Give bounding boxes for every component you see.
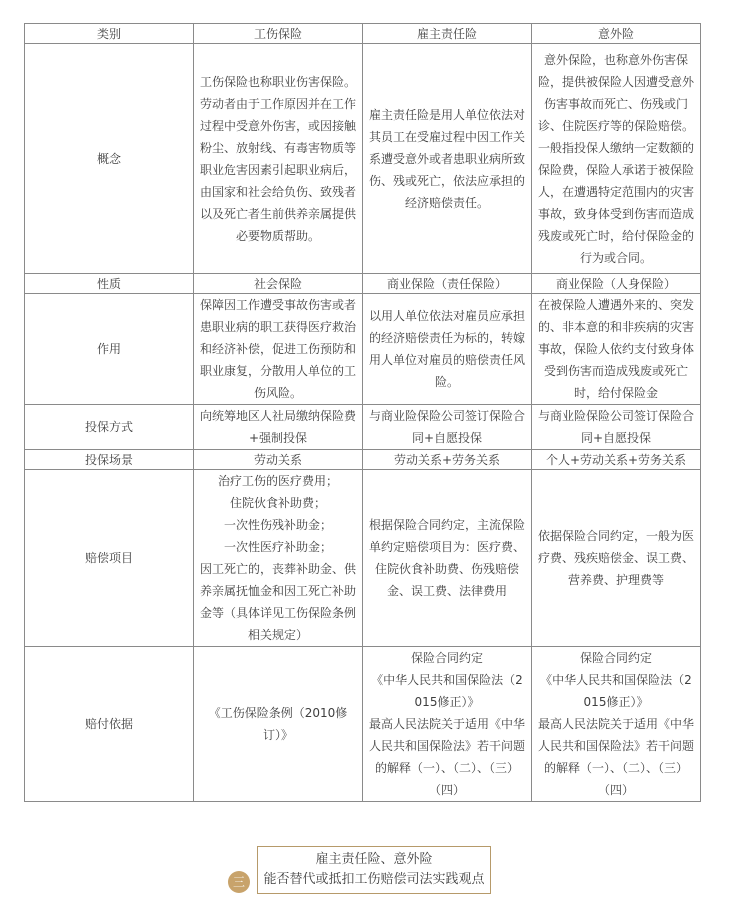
cell-work-injury: 社会保险: [194, 274, 363, 294]
table-row-items: [25, 470, 701, 647]
cell-accident: 在被保险人遭遇外来的、突发的、非本意的和非疾病的灾害事故，保险人依约支付致身体受到伤害而造成残废或死亡时，给付保险金: [532, 294, 701, 405]
cell-work-injury: 《工伤保险条例（2010修订）》: [194, 647, 363, 802]
row-label: 赔付依据: [25, 647, 194, 802]
table-row-nature: [25, 274, 701, 294]
section-heading-line1: 雇主责任险、意外险: [315, 852, 433, 867]
cell-accident: 依据保险合同约定，一般为医疗费、残疾赔偿金、误工费、营养费、护理费等: [532, 470, 701, 647]
cell-work-injury: 工伤保险也称职业伤害保险。劳动者由于工作原因并在工作过程中受意外伤害，或因接触粉尘、放射线、有毒害物质等职业危害因素引起职业病后，由国家和社会给负伤、致残者以及死亡者生前供养亲属提供必要物质帮助。: [194, 44, 363, 274]
cell-work-injury: 治疗工伤的医疗费用； 住院伙食补助费； 一次性伤残补助金； 一次性医疗补助金； 因工死亡的，丧葬补助金、供养亲属抚恤金和因工死亡补助金等（具体详见工伤保险条例相关规定）: [194, 470, 363, 647]
header-accident: 意外险: [532, 24, 701, 44]
table-row-role: [25, 294, 701, 405]
section-number-badge: 三: [228, 871, 250, 893]
cell-work-injury: 向统筹地区人社局缴纳保险费+强制投保: [194, 405, 363, 450]
row-label: 性质: [25, 274, 194, 294]
cell-employer-liability: 劳动关系+劳务关系: [363, 450, 532, 470]
header-work-injury: 工伤保险: [194, 24, 363, 44]
table-row-concept: [25, 44, 701, 274]
row-label: 投保场景: [25, 450, 194, 470]
section-heading-line2: 能否替代或抵扣工伤赔偿司法实践观点: [263, 872, 485, 887]
cell-employer-liability: 商业保险（责任保险）: [363, 274, 532, 294]
cell-accident: 与商业险保险公司签订保险合同+自愿投保: [532, 405, 701, 450]
cell-employer-liability: 保险合同约定 《中华人民共和国保险法（2015修正）》 最高人民法院关于适用《中华人民共和国保险法》若干问题的解释（一）、（二）、（三）（四）: [363, 647, 532, 802]
table-header-row: [25, 24, 701, 44]
cell-work-injury: 劳动关系: [194, 450, 363, 470]
cell-accident: 意外保险，也称意外伤害保险，提供被保险人因遭受意外伤害事故而死亡、伤残或门诊、住院医疗等的保险赔偿。一般指投保人缴纳一定数额的保险费，保险人承诺于被保险人，在遭遇特定范围内的灾害事故，致身体受到伤害而造成残废或死亡时，给付保险金的行为或合同。: [532, 44, 701, 274]
cell-employer-liability: 以用人单位依法对雇员应承担的经济赔偿责任为标的，转嫁用人单位对雇员的赔偿责任风险。: [363, 294, 532, 405]
table-row-method: [25, 405, 701, 450]
table-row-basis: [25, 647, 701, 802]
header-employer-liability: 雇主责任险: [363, 24, 532, 44]
cell-accident: 个人+劳动关系+劳务关系: [532, 450, 701, 470]
insurance-comparison-table: [24, 23, 701, 802]
cell-employer-liability: 根据保险合同约定，主流保险单约定赔偿项目为：医疗费、住院伙食补助费、伤残赔偿金、误工费、法律费用: [363, 470, 532, 647]
cell-accident: 保险合同约定 《中华人民共和国保险法（2015修正）》 最高人民法院关于适用《中华人民共和国保险法》若干问题的解释（一）、（二）、（三）（四）: [532, 647, 701, 802]
cell-work-injury: 保障因工作遭受事故伤害或者患职业病的职工获得医疗救治和经济补偿，促进工伤预防和职业康复，分散用人单位的工伤风险。: [194, 294, 363, 405]
row-label: 赔偿项目: [25, 470, 194, 647]
cell-employer-liability: 雇主责任险是用人单位依法对其员工在受雇过程中因工作关系遭受意外或者患职业病所致伤、残或死亡，依法应承担的经济赔偿责任。: [363, 44, 532, 274]
row-label: 投保方式: [25, 405, 194, 450]
table-row-scene: [25, 450, 701, 470]
header-category: 类别: [25, 24, 194, 44]
cell-accident: 商业保险（人身保险）: [532, 274, 701, 294]
row-label: 作用: [25, 294, 194, 405]
cell-employer-liability: 与商业险保险公司签订保险合同+自愿投保: [363, 405, 532, 450]
section-heading: [257, 846, 491, 894]
row-label: 概念: [25, 44, 194, 274]
